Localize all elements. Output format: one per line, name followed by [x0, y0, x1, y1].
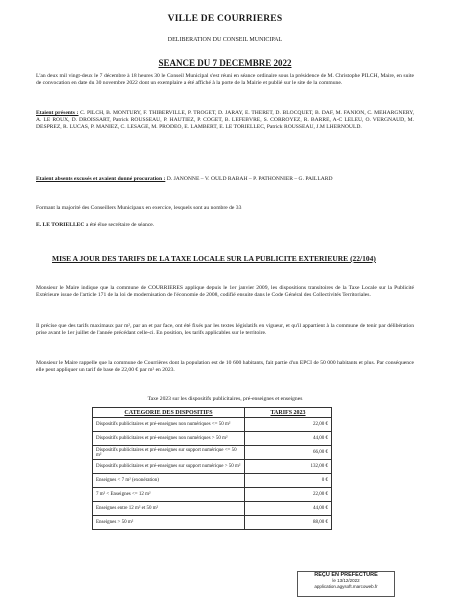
table-cell-category: Dispositifs publicitaires et pré-enseignes non numériques > 50 m²	[93, 432, 245, 446]
table-cell-category: Dispositifs publicitaires et pré-enseignes non numériques <= 50 m²	[93, 418, 245, 432]
table-cell-category: 7 m² < Enseignes <= 12 m²	[93, 488, 245, 502]
table-cell-category: Enseignes > 50 m²	[93, 516, 245, 530]
stamp-date: le 13/12/2022	[332, 578, 360, 583]
intro-paragraph: L'an deux mil vingt-deux le 7 décembre à 18 heures 30 le Conseil Municipal s'est réuni en séance ordinaire sous la présidence de M. Christophe PILCH, Maire, en suite de convocation en date du 30 novembre 2022 dont un exemplaire a été affiché à la porte de la Mairie et publié sur le site de la commune.	[36, 73, 414, 87]
table-cell-category: Enseignes entre 12 m² et 50 m²	[93, 502, 245, 516]
table-row	[93, 446, 332, 460]
absents-paragraph	[36, 176, 414, 183]
stamp-title: REÇU EN PREFECTURE	[314, 572, 378, 578]
presents-paragraph	[36, 110, 414, 132]
table-cell-price: 88,00 €	[245, 516, 332, 530]
absents-label: Etaient absents excusés et avaient donné procuration :	[36, 176, 166, 182]
secretaire-paragraph	[36, 222, 414, 229]
body-paragraph-1: Monsieur le Maire indique que la commune de COURRIERES applique depuis le 1er janvier 2009, les dispositions transitoires de la Taxe Locale sur la Publicité Extérieure issue de l'article 171 de la loi de modernisation de l'économie de 2008, codifié ensuite dans le Code Général des Collectivités Territoriales.	[36, 285, 414, 299]
seance-date: SEANCE DU 7 DECEMBRE 2022	[158, 58, 292, 68]
column-header-tarifs: TARIFS 2023	[245, 408, 332, 418]
presents-list: C. PILCH, B. MONTURY, F. THIBERVILLE, P. TROGET, D. JARAY, E. THERET, D. BLOCQUET, B. DAF, M. FANION, C. MEHARGNERY, A. LE ROUX, D. DROISSART, Patrick ROUSSEAU, P. HAUTIEZ, P. COGET, B. LEFEBVRE, S. CORROYEZ, R. BARRE, A-C LELEU, O. VERGNAUD, M. DESPREZ, R. LUCAS, P. MANIEZ, C. LESAGE, M. PRODEO, E. LAMBERT, E. LE TORIELLEC, Patrick ROUSSEAU, J.M LHERNOULD.	[36, 110, 415, 131]
tarifs-table	[92, 407, 332, 530]
table-row	[93, 474, 332, 488]
table-row	[93, 432, 332, 446]
town-title: VILLE DE COURRIERES	[167, 14, 283, 24]
table-row	[93, 516, 332, 530]
body-paragraph-2: Il précise que des tarifs maximaux par m², par an et par face, ont été fixés par les textes législatifs en vigueur, et qu'il appartient à la commune de tenir par délibération prise avant le 1er juillet de l'année précédant celle-ci. En position, les tarifs applicables sur le territoire.	[36, 323, 414, 337]
table-cell-price: 66,00 €	[245, 446, 332, 460]
table-cell-price: 22,00 €	[245, 488, 332, 502]
table-header-row	[93, 408, 332, 418]
section-title: MISE A JOUR DES TARIFS DE LA TAXE LOCALE SUR LA PUBLICITE EXTERIEURE (22/104)	[52, 254, 376, 263]
table-cell-price: 0 €	[245, 474, 332, 488]
table-cell-price: 44,00 €	[245, 432, 332, 446]
table-cell-price: 22,00 €	[245, 418, 332, 432]
body-paragraph-3: Monsieur le Maire rappelle que la commune de Courrières dont la population est de 10 600 habitants, fait partie d'un EPCI de 50 000 habitants et plus. Par conséquence elle peut appliquer un tarif de base de 22,00 € par m² en 2023.	[36, 360, 414, 374]
majorite-paragraph: Formant la majorité des Conseillers Municipaux en exercice, lesquels sont au nombre de 33	[36, 205, 242, 211]
table-cell-price: 132,00 €	[245, 460, 332, 474]
table-row	[93, 488, 332, 502]
table-row	[93, 418, 332, 432]
secretaire-name: E. LE TORIELLEC	[36, 222, 85, 228]
stamp-source: application.agysoft.marcoweb.fr	[314, 584, 378, 589]
absents-list: D. JANONNE – V. OULD RABAH – P. PATHONNIER – G. PAILLARD	[166, 176, 333, 182]
column-header-category: CATEGORIE DES DISPOSITIFS	[93, 408, 245, 418]
secretaire-text: a été élue secrétaire de séance.	[85, 222, 155, 228]
table-row	[93, 460, 332, 474]
table-cell-category: Dispositifs publicitaires et pré-enseignes sur support numérique <= 50 m²	[93, 446, 245, 460]
presents-label: Etaient présents :	[36, 110, 79, 116]
prefecture-stamp	[297, 571, 395, 597]
table-row	[93, 502, 332, 516]
table-cell-category: Dispositifs publicitaires et pré-enseignes sur support numérique > 50 m²	[93, 460, 245, 474]
table-cell-price: 44,00 €	[245, 502, 332, 516]
table-caption: Taxe 2023 sur les dispositifs publicitaires, pré-enseignes et enseignes	[147, 396, 303, 402]
deliberation-subtitle: DELIBERATION DU CONSEIL MUNICIPAL	[167, 37, 283, 43]
table-cell-category: Enseignes < 7 m² (exonération)	[93, 474, 245, 488]
